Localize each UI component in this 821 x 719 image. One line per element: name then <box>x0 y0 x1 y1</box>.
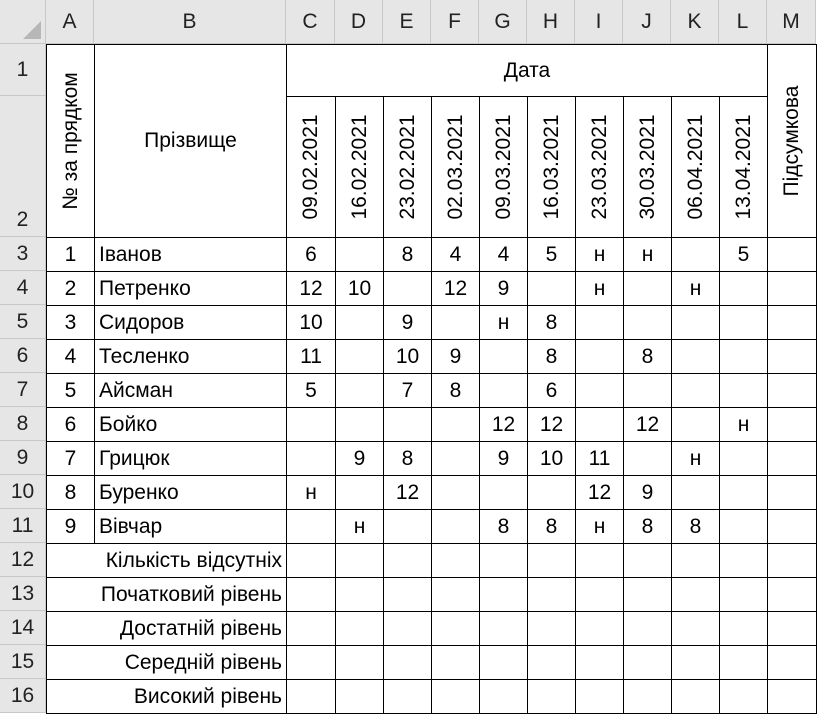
grade-cell[interactable] <box>527 475 576 510</box>
summary-value-cell[interactable] <box>575 645 624 680</box>
summary-value-cell[interactable] <box>671 577 720 612</box>
surname-header-cell[interactable]: Прізвище <box>94 44 287 238</box>
student-name-cell[interactable]: Айсман <box>94 373 287 408</box>
summary-value-cell[interactable] <box>527 543 576 578</box>
summary-value-cell[interactable] <box>335 611 384 646</box>
grade-cell[interactable]: 12 <box>623 407 672 442</box>
grade-cell[interactable]: 11 <box>575 441 624 476</box>
grade-cell[interactable]: 12 <box>431 271 480 306</box>
summary-value-cell[interactable] <box>767 679 817 714</box>
total-grade-cell[interactable] <box>767 305 817 340</box>
column-header-d[interactable]: D <box>335 0 383 44</box>
column-header-m[interactable]: M <box>767 0 816 44</box>
date-column-header-text: 30.03.2021 <box>635 114 659 220</box>
grade-cell[interactable] <box>719 475 768 510</box>
grade-cell[interactable]: 9 <box>623 475 672 510</box>
summary-value-cell[interactable] <box>335 679 384 714</box>
row-header-15[interactable]: 15 <box>0 645 46 679</box>
grade-cell[interactable]: 6 <box>286 237 336 272</box>
grade-cell[interactable] <box>575 407 624 442</box>
summary-value-cell[interactable] <box>767 577 817 612</box>
summary-value-cell[interactable] <box>383 645 432 680</box>
summary-value-cell[interactable] <box>719 611 768 646</box>
grade-cell[interactable] <box>575 305 624 340</box>
total-grade-cell[interactable] <box>767 441 817 476</box>
grade-cell[interactable]: 6 <box>527 373 576 408</box>
student-number-cell[interactable]: 7 <box>46 441 95 476</box>
summary-value-cell[interactable] <box>623 679 672 714</box>
grade-cell[interactable]: 9 <box>479 441 528 476</box>
summary-value-cell[interactable] <box>286 645 336 680</box>
grade-cell[interactable]: 8 <box>383 237 432 272</box>
summary-value-cell[interactable] <box>767 543 817 578</box>
grade-cell[interactable]: 4 <box>431 237 480 272</box>
grade-cell[interactable] <box>431 305 480 340</box>
summary-value-cell[interactable] <box>335 543 384 578</box>
summary-value-cell[interactable] <box>335 577 384 612</box>
summary-value-cell[interactable] <box>527 645 576 680</box>
summary-label-cell[interactable]: Високий рівень <box>46 679 287 714</box>
grade-cell[interactable]: 10 <box>335 271 384 306</box>
date-column-header[interactable] <box>383 96 432 238</box>
column-header-k[interactable]: K <box>671 0 719 44</box>
summary-value-cell[interactable] <box>431 645 480 680</box>
grade-cell[interactable] <box>719 339 768 374</box>
row-header-8[interactable]: 8 <box>0 407 46 441</box>
student-number-cell[interactable]: 8 <box>46 475 95 510</box>
grade-cell[interactable]: 12 <box>479 407 528 442</box>
summary-value-cell[interactable] <box>623 577 672 612</box>
student-name-cell[interactable]: Іванов <box>94 237 287 272</box>
summary-value-cell[interactable] <box>671 543 720 578</box>
grade-cell[interactable]: 4 <box>479 237 528 272</box>
grade-cell[interactable]: н <box>335 509 384 544</box>
total-grade-cell[interactable] <box>767 339 817 374</box>
summary-value-cell[interactable] <box>623 543 672 578</box>
grade-cell[interactable]: 8 <box>671 509 720 544</box>
summary-value-cell[interactable] <box>767 645 817 680</box>
row-header-10[interactable]: 10 <box>0 475 46 509</box>
grade-cell[interactable]: 12 <box>527 407 576 442</box>
column-header-i[interactable]: I <box>575 0 623 44</box>
row-header-14[interactable]: 14 <box>0 611 46 645</box>
row-header-4[interactable]: 4 <box>0 271 46 305</box>
grade-cell[interactable] <box>719 373 768 408</box>
column-header-c[interactable]: C <box>286 0 335 44</box>
grade-cell[interactable]: 8 <box>527 339 576 374</box>
date-column-header-text: 23.02.2021 <box>395 114 419 220</box>
student-name-cell[interactable]: Бойко <box>94 407 287 442</box>
summary-label-cell[interactable]: Достатній рівень <box>46 611 287 646</box>
summary-value-cell[interactable] <box>383 611 432 646</box>
grade-cell[interactable]: 8 <box>479 509 528 544</box>
student-number-cell[interactable]: 6 <box>46 407 95 442</box>
grade-cell[interactable]: н <box>575 509 624 544</box>
grade-cell[interactable] <box>623 305 672 340</box>
grade-cell[interactable] <box>479 339 528 374</box>
grade-cell[interactable]: 9 <box>335 441 384 476</box>
grade-cell[interactable] <box>719 305 768 340</box>
summary-value-cell[interactable] <box>383 543 432 578</box>
grade-cell[interactable]: 12 <box>575 475 624 510</box>
grade-cell[interactable] <box>335 339 384 374</box>
summary-value-cell[interactable] <box>527 577 576 612</box>
summary-value-cell[interactable] <box>575 611 624 646</box>
grade-cell[interactable] <box>575 373 624 408</box>
grade-cell[interactable]: 8 <box>383 441 432 476</box>
column-header-h[interactable]: H <box>527 0 575 44</box>
summary-value-cell[interactable] <box>527 679 576 714</box>
grade-cell[interactable]: н <box>671 441 720 476</box>
row-header-11[interactable]: 11 <box>0 509 46 543</box>
column-header-e[interactable]: E <box>383 0 431 44</box>
summary-value-cell[interactable] <box>286 611 336 646</box>
row-header-2[interactable]: 2 <box>0 96 46 237</box>
summary-value-cell[interactable] <box>383 577 432 612</box>
row-header-16[interactable]: 16 <box>0 679 46 713</box>
number-header-cell[interactable] <box>46 44 95 238</box>
summary-value-cell[interactable] <box>623 645 672 680</box>
grade-cell[interactable] <box>335 305 384 340</box>
student-name-cell[interactable]: Буренко <box>94 475 287 510</box>
row-header-5[interactable]: 5 <box>0 305 46 339</box>
grade-cell[interactable]: 10 <box>286 305 336 340</box>
total-header-cell[interactable] <box>767 44 817 238</box>
grade-cell[interactable] <box>671 407 720 442</box>
grade-cell[interactable]: 11 <box>286 339 336 374</box>
grade-cell[interactable] <box>671 237 720 272</box>
total-grade-cell[interactable] <box>767 509 817 544</box>
grade-cell[interactable]: н <box>719 407 768 442</box>
column-header-a[interactable]: A <box>46 0 94 44</box>
student-number-cell[interactable]: 3 <box>46 305 95 340</box>
date-column-header-text: 23.03.2021 <box>587 114 611 220</box>
grade-cell[interactable] <box>383 407 432 442</box>
grade-cell[interactable] <box>671 339 720 374</box>
grade-cell[interactable]: 9 <box>479 271 528 306</box>
row-header-12[interactable]: 12 <box>0 543 46 577</box>
date-column-header-text: 13.04.2021 <box>731 114 755 220</box>
grade-cell[interactable] <box>286 441 336 476</box>
number-header-cell-text: № за прядком <box>58 72 82 210</box>
date-column-header[interactable] <box>286 96 336 238</box>
summary-value-cell[interactable] <box>383 679 432 714</box>
total-header-cell-text: Підсумкова <box>780 85 803 197</box>
total-grade-cell[interactable] <box>767 271 817 306</box>
grade-cell[interactable]: 5 <box>719 237 768 272</box>
grade-cell[interactable]: н <box>623 237 672 272</box>
column-header-b[interactable]: B <box>94 0 286 44</box>
summary-value-cell[interactable] <box>671 645 720 680</box>
date-column-header-text: 09.03.2021 <box>491 114 515 220</box>
summary-value-cell[interactable] <box>479 577 528 612</box>
grade-cell[interactable]: 9 <box>431 339 480 374</box>
summary-value-cell[interactable] <box>575 679 624 714</box>
student-name-cell[interactable]: Петренко <box>94 271 287 306</box>
grade-cell[interactable] <box>335 475 384 510</box>
date-column-header[interactable] <box>479 96 528 238</box>
grade-cell[interactable] <box>527 271 576 306</box>
grade-cell[interactable] <box>575 339 624 374</box>
date-column-header[interactable] <box>431 96 480 238</box>
date-column-header-text: 06.04.2021 <box>683 114 707 220</box>
grade-cell[interactable]: н <box>575 237 624 272</box>
summary-value-cell[interactable] <box>286 577 336 612</box>
summary-value-cell[interactable] <box>286 543 336 578</box>
summary-value-cell[interactable] <box>671 611 720 646</box>
date-column-header-text: 09.02.2021 <box>299 114 322 220</box>
grade-cell[interactable]: 8 <box>431 373 480 408</box>
row-header-1[interactable]: 1 <box>0 44 46 96</box>
grade-cell[interactable] <box>335 373 384 408</box>
grade-cell[interactable] <box>335 237 384 272</box>
grade-cell[interactable] <box>479 373 528 408</box>
student-name-cell[interactable]: Грицюк <box>94 441 287 476</box>
date-column-header[interactable] <box>527 96 576 238</box>
summary-value-cell[interactable] <box>479 611 528 646</box>
grade-cell[interactable] <box>623 271 672 306</box>
row-header-9[interactable]: 9 <box>0 441 46 475</box>
summary-value-cell[interactable] <box>335 645 384 680</box>
grade-cell[interactable] <box>286 407 336 442</box>
grade-cell[interactable] <box>383 271 432 306</box>
grade-cell[interactable]: н <box>671 271 720 306</box>
summary-value-cell[interactable] <box>286 679 336 714</box>
student-name-cell[interactable]: Вівчар <box>94 509 287 544</box>
date-column-header[interactable] <box>335 96 384 238</box>
date-column-header-text: 16.03.2021 <box>539 114 563 220</box>
summary-value-cell[interactable] <box>575 543 624 578</box>
grade-cell[interactable] <box>479 475 528 510</box>
grade-cell[interactable]: 7 <box>383 373 432 408</box>
grade-cell[interactable] <box>383 509 432 544</box>
summary-value-cell[interactable] <box>431 543 480 578</box>
grade-cell[interactable] <box>671 475 720 510</box>
summary-value-cell[interactable] <box>767 611 817 646</box>
grade-cell[interactable]: 5 <box>286 373 336 408</box>
select-all-corner[interactable] <box>0 0 46 44</box>
grade-cell[interactable]: 10 <box>527 441 576 476</box>
grade-cell[interactable]: 12 <box>286 271 336 306</box>
student-name-cell[interactable]: Тесленко <box>94 339 287 374</box>
select-all-triangle-icon <box>23 21 41 39</box>
grade-cell[interactable]: 10 <box>383 339 432 374</box>
summary-value-cell[interactable] <box>719 543 768 578</box>
grade-cell[interactable] <box>719 271 768 306</box>
date-column-header-text: 02.03.2021 <box>443 114 467 220</box>
column-header-f[interactable]: F <box>431 0 479 44</box>
student-number-cell[interactable]: 2 <box>46 271 95 306</box>
summary-value-cell[interactable] <box>671 679 720 714</box>
summary-value-cell[interactable] <box>623 611 672 646</box>
column-header-l[interactable]: L <box>719 0 767 44</box>
grade-cell[interactable] <box>719 441 768 476</box>
grade-cell[interactable] <box>623 441 672 476</box>
total-grade-cell[interactable] <box>767 407 817 442</box>
grade-cell[interactable] <box>719 509 768 544</box>
grade-cell[interactable] <box>286 509 336 544</box>
date-column-header[interactable] <box>623 96 672 238</box>
student-number-cell[interactable]: 1 <box>46 237 95 272</box>
date-column-header[interactable] <box>671 96 720 238</box>
grade-cell[interactable] <box>671 305 720 340</box>
row-header-6[interactable]: 6 <box>0 339 46 373</box>
date-header-cell[interactable]: Дата <box>286 44 768 97</box>
grade-cell[interactable] <box>431 441 480 476</box>
total-grade-cell[interactable] <box>767 237 817 272</box>
date-column-header-text: 16.02.2021 <box>347 114 371 220</box>
grade-cell[interactable]: 8 <box>623 509 672 544</box>
summary-label-cell[interactable]: Початковий рівень <box>46 577 287 612</box>
summary-value-cell[interactable] <box>479 679 528 714</box>
row-header-7[interactable]: 7 <box>0 373 46 407</box>
student-name-cell[interactable]: Сидоров <box>94 305 287 340</box>
summary-value-cell[interactable] <box>719 577 768 612</box>
summary-value-cell[interactable] <box>431 679 480 714</box>
row-header-13[interactable]: 13 <box>0 577 46 611</box>
grade-cell[interactable]: 8 <box>527 509 576 544</box>
summary-value-cell[interactable] <box>575 577 624 612</box>
grade-cell[interactable]: н <box>479 305 528 340</box>
grade-cell[interactable]: 5 <box>527 237 576 272</box>
date-column-header[interactable] <box>575 96 624 238</box>
grade-cell[interactable]: н <box>575 271 624 306</box>
grade-cell[interactable] <box>431 475 480 510</box>
summary-value-cell[interactable] <box>719 679 768 714</box>
date-column-header[interactable] <box>719 96 768 238</box>
summary-value-cell[interactable] <box>431 577 480 612</box>
summary-value-cell[interactable] <box>479 543 528 578</box>
student-number-cell[interactable]: 5 <box>46 373 95 408</box>
student-number-cell[interactable]: 9 <box>46 509 95 544</box>
summary-value-cell[interactable] <box>719 645 768 680</box>
column-header-g[interactable]: G <box>479 0 527 44</box>
grade-cell[interactable]: 9 <box>383 305 432 340</box>
column-header-j[interactable]: J <box>623 0 671 44</box>
grade-cell[interactable] <box>431 509 480 544</box>
row-header-3[interactable]: 3 <box>0 237 46 271</box>
student-number-cell[interactable]: 4 <box>46 339 95 374</box>
summary-label-cell[interactable]: Середній рівень <box>46 645 287 680</box>
grade-cell[interactable]: 8 <box>527 305 576 340</box>
grade-cell[interactable] <box>671 373 720 408</box>
summary-label-cell[interactable]: Кількість відсутніх <box>46 543 287 578</box>
grade-cell[interactable] <box>623 373 672 408</box>
summary-value-cell[interactable] <box>527 611 576 646</box>
grade-cell[interactable] <box>335 407 384 442</box>
grade-cell[interactable]: 12 <box>383 475 432 510</box>
summary-value-cell[interactable] <box>479 645 528 680</box>
grade-cell[interactable]: 8 <box>623 339 672 374</box>
total-grade-cell[interactable] <box>767 475 817 510</box>
summary-value-cell[interactable] <box>431 611 480 646</box>
grade-cell[interactable] <box>431 407 480 442</box>
total-grade-cell[interactable] <box>767 373 817 408</box>
grade-cell[interactable]: н <box>286 475 336 510</box>
